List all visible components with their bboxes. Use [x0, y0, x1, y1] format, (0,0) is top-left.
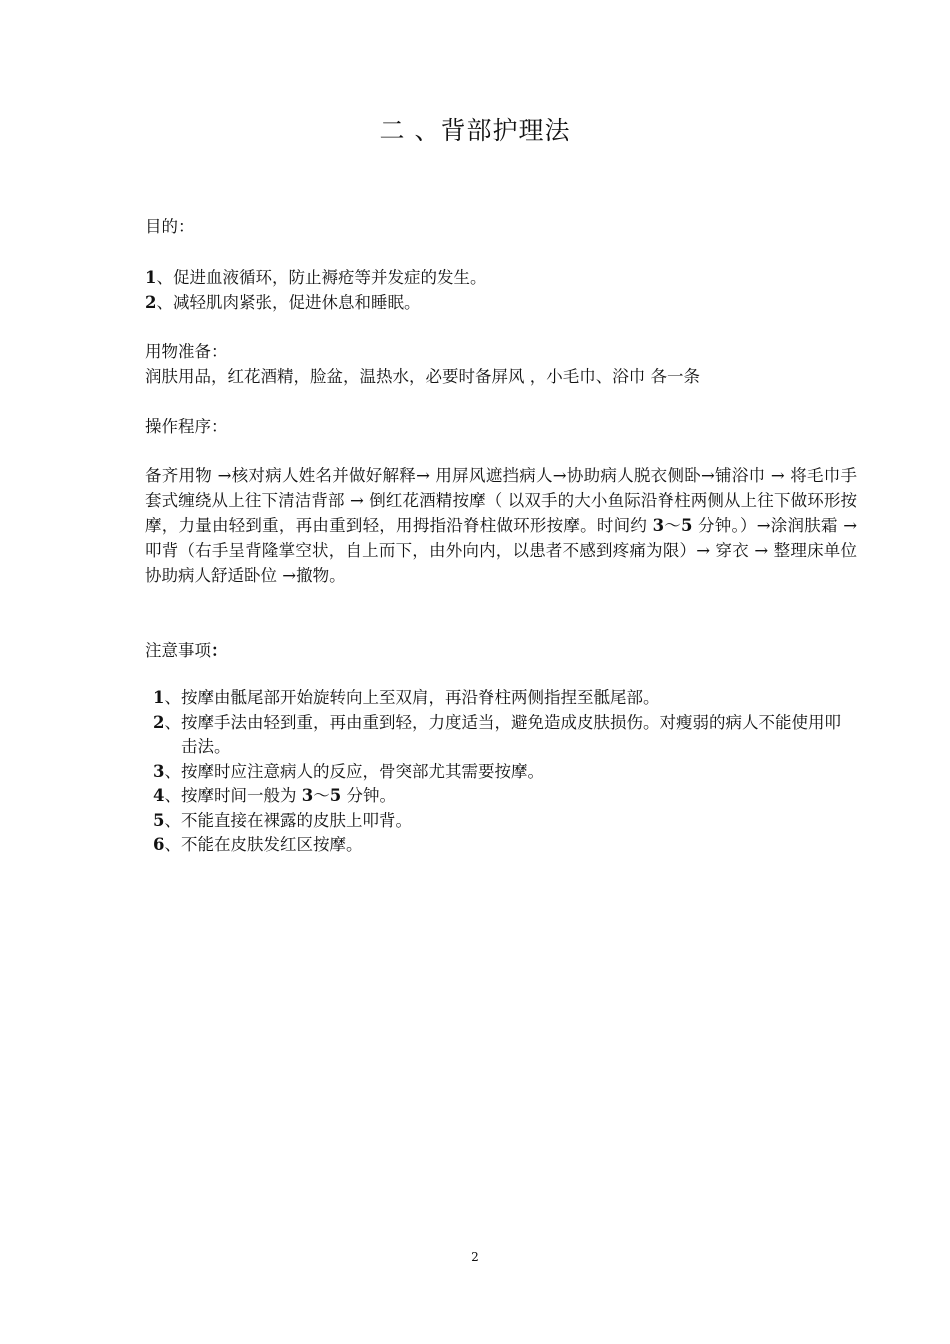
- note-inline-number: 5: [329, 786, 342, 805]
- purpose-item-number: 2: [145, 293, 157, 312]
- note-text: 不能直接在裸露的皮肤上叩背。: [180, 810, 412, 830]
- procedure-number: 5: [681, 516, 693, 535]
- note-text-part: 按摩时间一般为: [180, 786, 302, 805]
- note-separator: 、: [164, 786, 181, 805]
- supplies-section: [145, 339, 857, 389]
- purpose-section: [145, 214, 857, 239]
- list-item: [153, 809, 857, 834]
- notes-list: [153, 686, 857, 858]
- note-text: 按摩时应注意病人的反应，骨突部尤其需要按摩。: [180, 761, 544, 781]
- list-item: [153, 686, 857, 711]
- note-inline-number: 3: [301, 786, 314, 805]
- list-item: [153, 711, 857, 760]
- purpose-list: [145, 265, 857, 315]
- note-text-part: 分钟。: [341, 786, 396, 805]
- supplies-label: 用物准备：: [145, 342, 228, 361]
- purpose-item: [145, 265, 857, 290]
- note-number: 5: [153, 810, 165, 830]
- procedure-text-part: ～: [664, 516, 682, 535]
- procedure-text-part: 分钟。）→涂润肤霜 → 叩背（右手呈背隆掌空状，自上而下，由外向内，以患者不感到疼痛为限）→ 穿衣 → 整理床单位协助病人舒适卧位 →撤物。: [145, 516, 858, 585]
- note-number: 4: [153, 786, 165, 805]
- list-item: [153, 760, 857, 785]
- note-number: 1: [153, 688, 165, 707]
- purpose-item-text: 、减轻肌肉紧张，促进休息和睡眠。: [156, 293, 421, 312]
- supplies-text: 润肤用品，红花酒精，脸盆，温热水，必要时备屏风 ，小毛巾、浴巾 各一条: [145, 367, 700, 386]
- notes-section: [145, 638, 857, 663]
- note-text: 按摩手法由轻到重，再由重到轻，力度适当，避免造成皮肤损伤。对瘦弱的病人不能使用叩击法。: [180, 712, 841, 756]
- note-text: 不能在皮肤发红区按摩。: [180, 835, 363, 854]
- procedure-text-part: 备齐用物 →核对病人姓名并做好解释→ 用屏风遮挡病人→协助病人脱衣侧卧→铺浴巾 → 将毛巾手套式缠绕从上往下清洁背部 → 倒红花酒精按摩（ 以双手的大小鱼际沿脊柱两侧从上往下做环形按摩，力量由轻到重，再由重到轻，用拇指沿脊柱做环形按摩。时间约: [145, 466, 857, 535]
- notes-label: [145, 638, 857, 663]
- purpose-item-number: 1: [145, 268, 157, 287]
- purpose-label: 目的：: [145, 217, 195, 236]
- note-separator: 、: [164, 835, 181, 854]
- note-number: 2: [153, 712, 165, 732]
- note-text: 按摩由骶尾部开始旋转向上至双肩，再沿脊柱两侧指捏至骶尾部。: [180, 688, 660, 707]
- procedure-body: [145, 463, 857, 588]
- procedure-section: [145, 414, 857, 439]
- note-separator: 、: [164, 761, 181, 781]
- note-separator: 、: [164, 810, 181, 830]
- page-title: 二 、背部护理法: [379, 116, 571, 145]
- procedure-text: [145, 463, 857, 588]
- purpose-item-text: 、促进血液循环，防止褥疮等并发症的发生。: [156, 268, 487, 287]
- note-text-part: ～: [313, 786, 330, 805]
- notes-label-text: 注意事项: [145, 641, 211, 660]
- note-number: 3: [153, 761, 165, 781]
- procedure-label: 操作程序：: [145, 417, 228, 436]
- list-item: [153, 833, 857, 858]
- page-number: 2: [471, 1250, 479, 1264]
- purpose-item: [145, 290, 857, 315]
- notes-label-colon: ：: [211, 641, 228, 660]
- note-separator: 、: [164, 688, 181, 707]
- note-separator: 、: [164, 712, 181, 732]
- note-number: 6: [153, 835, 165, 854]
- list-item: [153, 784, 857, 809]
- procedure-number: 3: [652, 516, 665, 535]
- note-text: [181, 784, 857, 809]
